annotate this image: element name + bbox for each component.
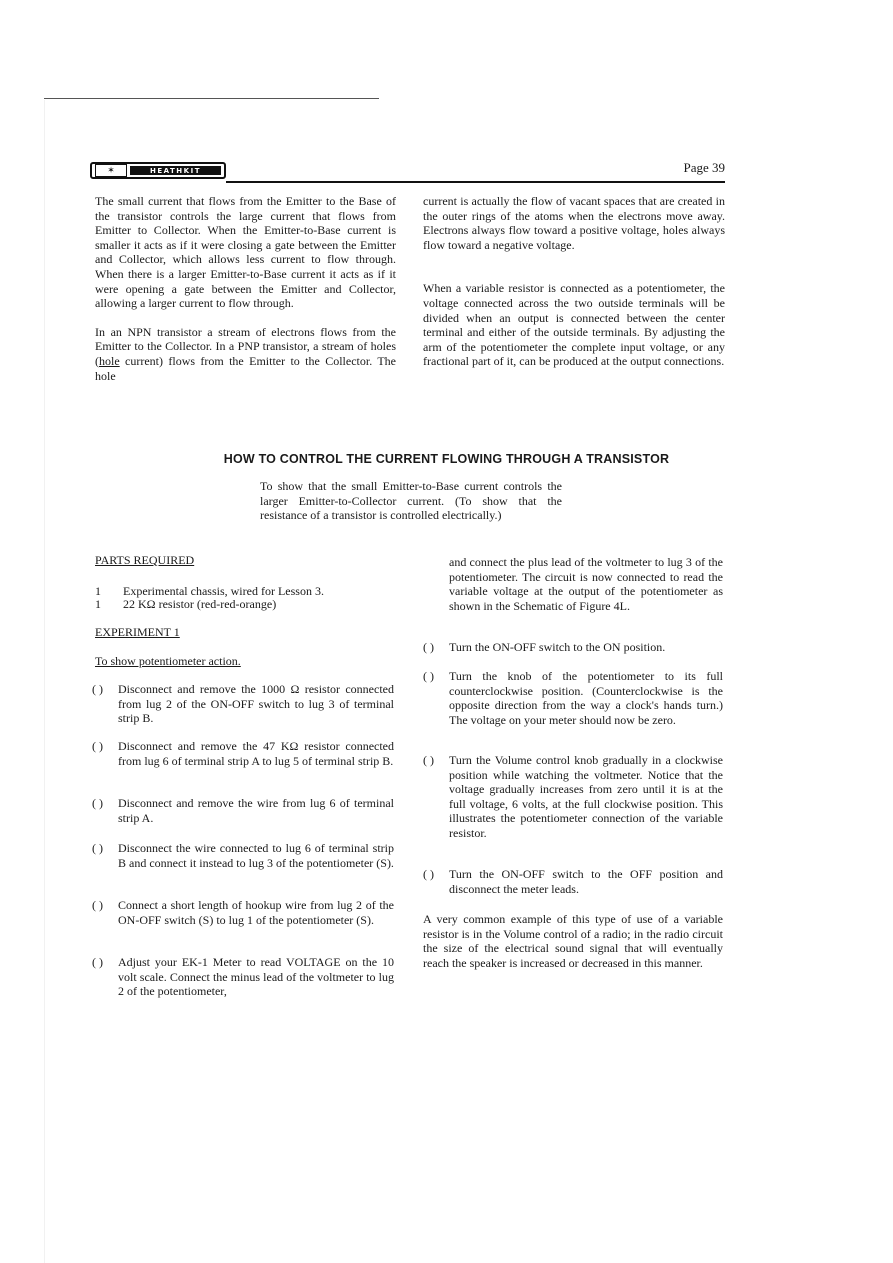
step-checkbox[interactable]: ( ): [92, 796, 103, 810]
logo-brand-text: HEATHKIT: [130, 166, 221, 175]
parts-item-desc: 22 KΩ resistor (red-red-orange): [123, 597, 277, 611]
step-left-6[interactable]: [92, 955, 394, 999]
closing-paragraph: A very common example of this type of use of a variable resistor is in the Volume control of a radio; in the radio circuit the size of the electrical sound signal that will eventually reach the speaker is increased or decreased in this manner.: [423, 912, 723, 970]
step-text: Disconnect and remove the wire from lug 6 of terminal strip A.: [118, 796, 394, 825]
scan-edge-line: [44, 98, 379, 99]
step-left-1[interactable]: [92, 682, 394, 726]
step-left-5[interactable]: [92, 898, 394, 927]
intro-p2-text-b: current) flows from the Emitter to the Collector. The hole: [95, 353, 396, 383]
intro-paragraph-4: When a variable resistor is connected as a potentiometer, the voltage connected across the two outside terminals will be divided when an output is connected between the center terminal and either of the outside terminals. By adjusting the arm of the potentiometer the complete input voltage, or any fractional part of it, can be produced at the output connections.: [423, 281, 725, 369]
step-text: Turn the ON-OFF switch to the OFF position and disconnect the meter leads.: [449, 867, 723, 896]
section-heading: HOW TO CONTROL THE CURRENT FLOWING THROUGH A TRANSISTOR: [223, 452, 670, 466]
step-checkbox[interactable]: ( ): [92, 898, 103, 912]
page-edge: [44, 100, 45, 1263]
step-left-2[interactable]: [92, 739, 394, 768]
step-right-2[interactable]: [423, 669, 723, 727]
intro-p2-text-a: In an NPN transistor a stream of electrons flows from the Emitter to the Collector. In a PNP transistor, a stream of holes (: [95, 324, 396, 368]
step-left-4[interactable]: [92, 841, 394, 870]
step-checkbox[interactable]: ( ): [92, 955, 103, 969]
step-checkbox[interactable]: ( ): [92, 841, 103, 855]
intro-paragraph-2: [95, 325, 396, 383]
page-header: [90, 160, 725, 184]
step-text: Disconnect and remove the 47 KΩ resistor connected from lug 6 of terminal strip A to lug 5 of terminal strip B.: [118, 739, 394, 768]
parts-item-qty: 1: [95, 584, 101, 598]
step-text: Disconnect the wire connected to lug 6 of terminal strip B and connect it instead to lug 3 of the potentiometer (S).: [118, 841, 394, 870]
step-text: Adjust your EK-1 Meter to read VOLTAGE on the 10 volt scale. Connect the minus lead of the voltmeter to lug 2 of the potentiometer,: [118, 955, 394, 999]
step-text: Turn the knob of the potentiometer to its full counterclockwise position. (Counterclockwise is the opposite direction from the way a clock's hands turn.) The voltage on your meter should now be zero.: [449, 669, 723, 727]
step-text: Connect a short length of hookup wire from lug 2 of the ON-OFF switch (S) to lug 1 of the potentiometer (S).: [118, 898, 394, 927]
intro-right-column: [423, 194, 725, 369]
logo-emblem-icon: ✶: [95, 164, 127, 177]
intro-paragraph-1: The small current that flows from the Emitter to the Base of the transistor controls the large current that flows from Emitter to Collector. When the Emitter-to-Base current is smaller it acts as if it were closing a gate between the Emitter and Collector, which allows less current to flow through. When there is a larger Emitter-to-Base current it acts as if it were opening a gate between the Emitter and Collector, allowing a larger current to flow through.: [95, 194, 396, 311]
header-rule: [226, 181, 725, 183]
step-checkbox[interactable]: ( ): [423, 669, 434, 683]
step-text: Disconnect and remove the 1000 Ω resistor connected from lug 2 of the ON-OFF switch to lug 3 of terminal strip B.: [118, 682, 394, 726]
experiment-title: EXPERIMENT 1: [95, 625, 180, 639]
experiment-subtitle: To show potentiometer action.: [95, 654, 241, 668]
intro-paragraph-3: current is actually the flow of vacant spaces that are created in the outer rings of the atoms when the electrons move away. Electrons always flow toward a positive voltage, holes always flow toward a negative voltage.: [423, 194, 725, 252]
step-continuation: and connect the plus lead of the voltmeter to lug 3 of the potentiometer. The circuit is now connected to read the variable voltage at the output of the potentiometer as shown in the Schematic of Figure 4L.: [449, 555, 723, 613]
step-right-4[interactable]: [423, 867, 723, 896]
step-right-1[interactable]: [423, 640, 723, 655]
step-checkbox[interactable]: ( ): [423, 753, 434, 767]
step-left-3[interactable]: [92, 796, 394, 825]
parts-item-qty: 1: [95, 597, 101, 611]
page-number: Page 39: [683, 160, 725, 175]
step-right-3[interactable]: [423, 753, 723, 841]
heathkit-logo: [90, 162, 226, 179]
step-checkbox[interactable]: ( ): [92, 682, 103, 696]
parts-title: PARTS REQUIRED: [95, 553, 195, 567]
step-checkbox[interactable]: ( ): [423, 640, 434, 654]
intro-p2-underlined: hole: [99, 353, 120, 368]
section-purpose: To show that the small Emitter-to-Base current controls the larger Emitter-to-Collector current. (To show that the resistance of a transistor is controlled electrically.): [260, 479, 562, 523]
parts-item-desc: Experimental chassis, wired for Lesson 3.: [123, 584, 324, 598]
step-checkbox[interactable]: ( ): [423, 867, 434, 881]
intro-left-column: [95, 194, 396, 383]
step-checkbox[interactable]: ( ): [92, 739, 103, 753]
parts-item-2: [95, 597, 395, 612]
step-text: Turn the Volume control knob gradually in a clockwise position while watching the voltmeter. Notice that the voltage gradually increases from zero until it is at the full voltage, 6 volts, at the full clockwise position. This illustrates the potentiometer connection of the variable resistor.: [449, 753, 723, 840]
step-text: Turn the ON-OFF switch to the ON position.: [449, 640, 666, 654]
